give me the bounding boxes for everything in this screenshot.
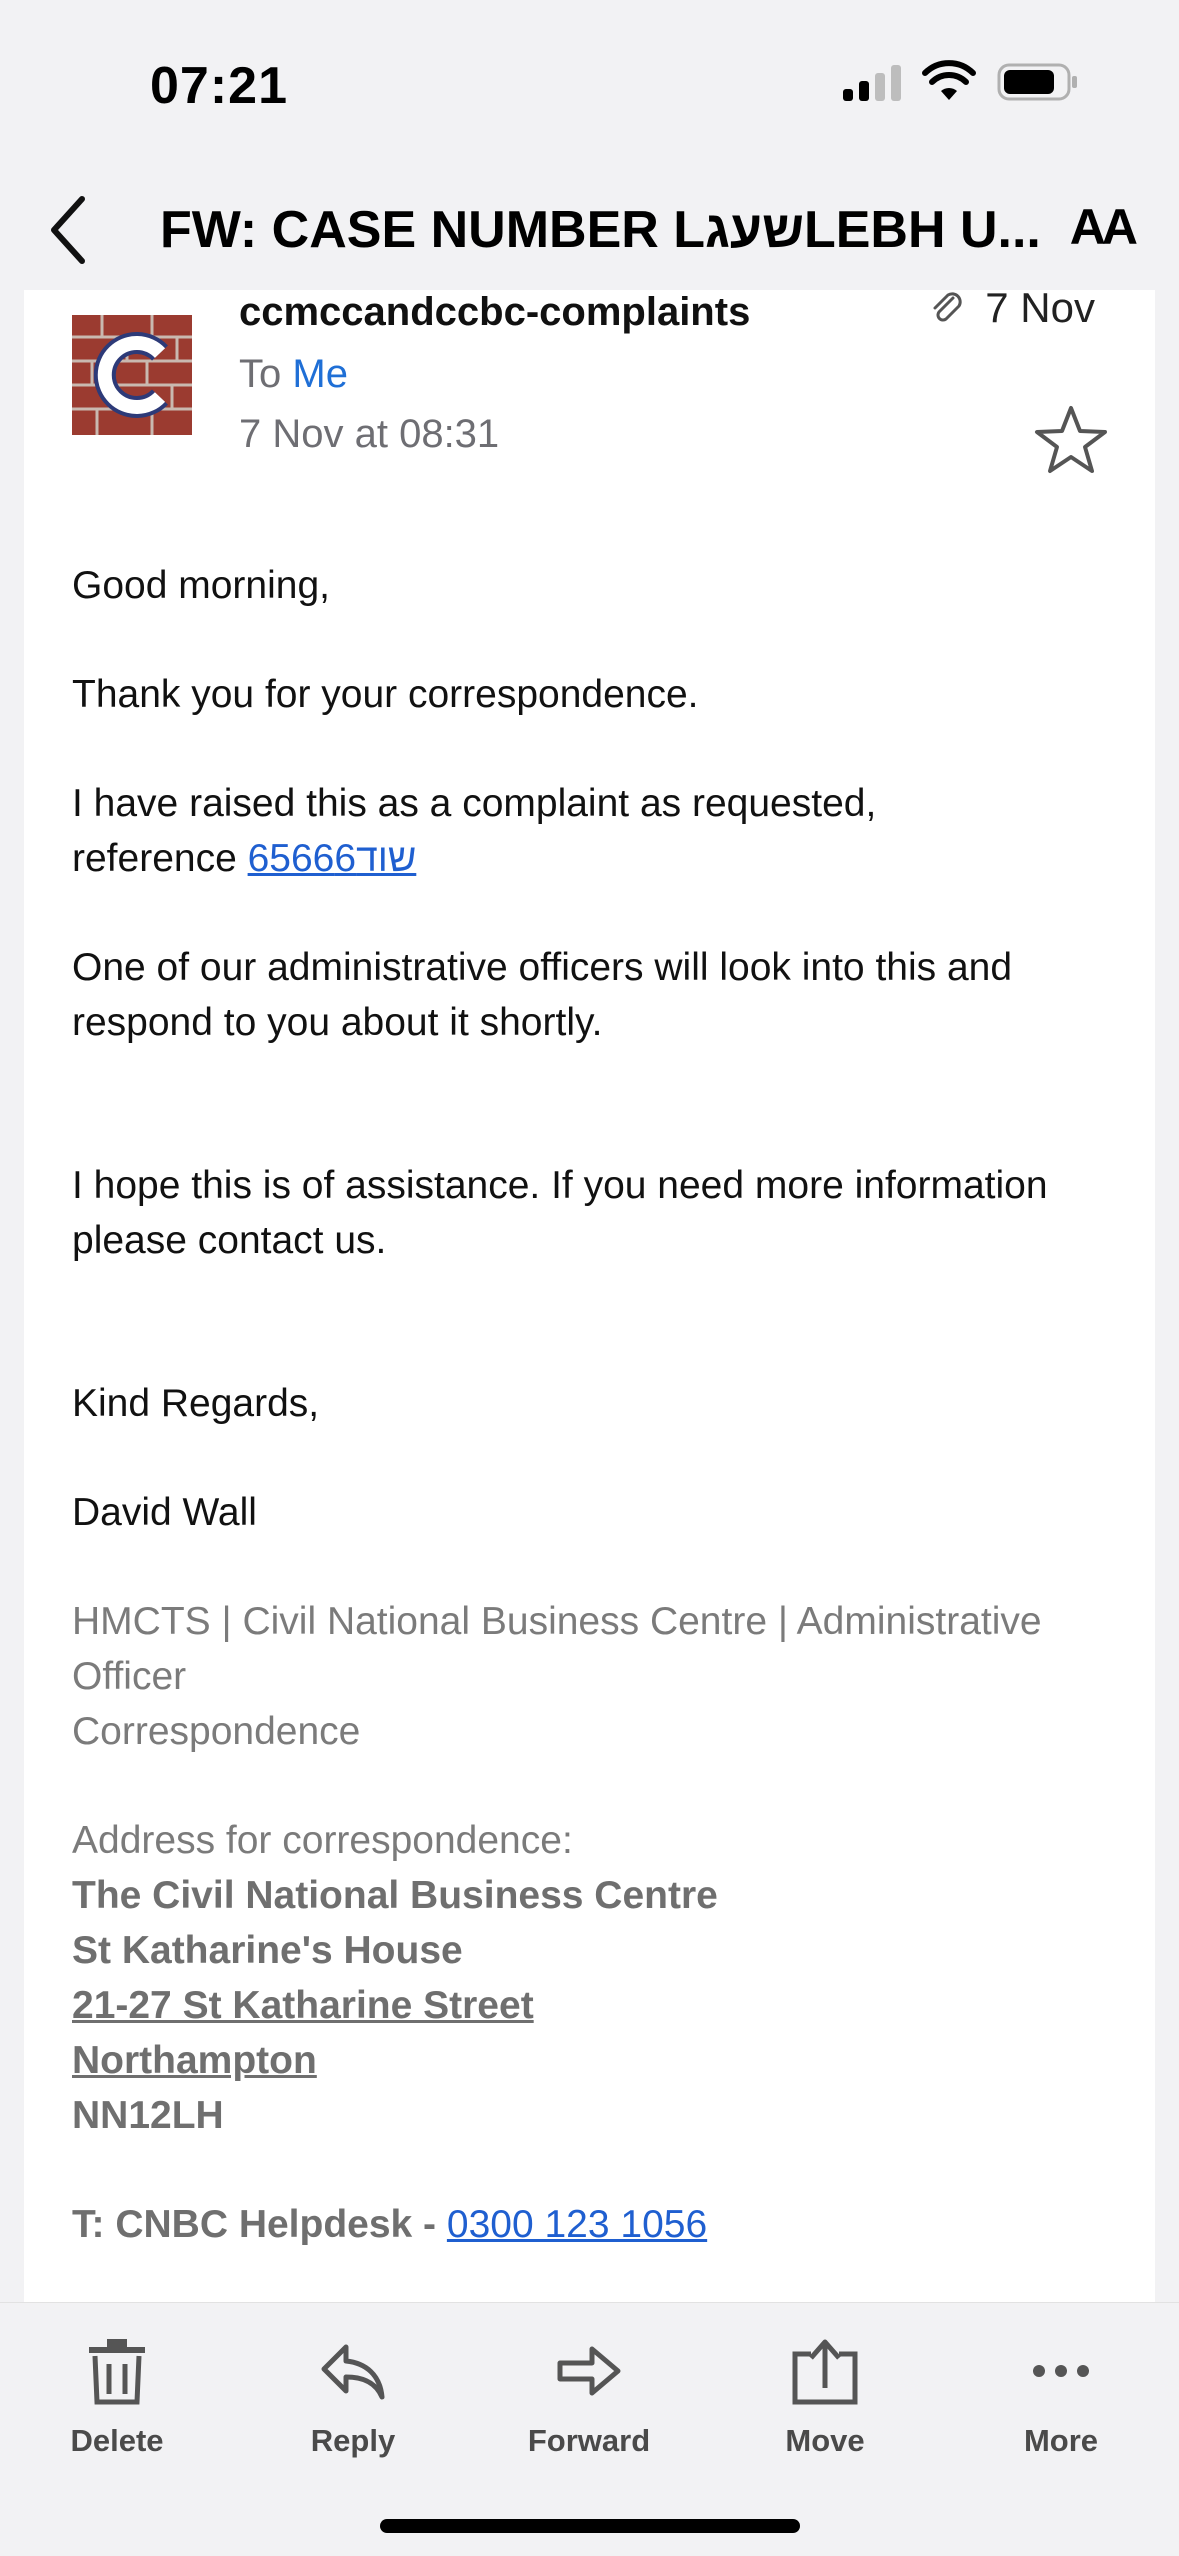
address-label: Address for correspondence: — [72, 1819, 573, 1862]
assistance-line: I hope this is of assistance. If you need more information please contact us. — [72, 1164, 1048, 1262]
recipient-line — [239, 352, 348, 397]
navigation-bar — [0, 160, 1179, 290]
address-line3-link[interactable]: 21-27 St Katharine Street — [72, 1984, 534, 2027]
cellular-signal-icon — [843, 63, 901, 101]
paperclip-icon — [927, 288, 967, 328]
email-card — [24, 284, 1155, 2302]
move-button[interactable] — [725, 2331, 925, 2459]
phone-number-link[interactable]: 0300 123 1056 — [446, 2203, 708, 2246]
star-button[interactable] — [1031, 400, 1111, 480]
sender-name[interactable]: ccmccandccbc-complaints — [239, 290, 751, 334]
thanks-line: Thank you for your correspondence. — [72, 673, 699, 716]
bottom-toolbar — [0, 2302, 1179, 2556]
sender-avatar[interactable] — [72, 315, 192, 435]
status-time: 07:21 — [150, 57, 288, 115]
signature-role — [72, 1594, 1112, 1759]
forward-button[interactable] — [489, 2331, 689, 2459]
back-chevron-icon — [48, 195, 88, 265]
back-button[interactable] — [38, 190, 98, 270]
address-line2: St Katharine's House — [72, 1929, 463, 1972]
reply-label: Reply — [310, 2423, 396, 2458]
phone-prefix: T: CNBC Helpdesk - — [72, 2203, 447, 2246]
delete-button[interactable] — [17, 2331, 217, 2459]
text-size-button[interactable] — [1070, 198, 1134, 256]
signature-department: Correspondence — [72, 1710, 361, 1753]
signature-role-line: HMCTS | Civil National Business Centre | Administrative Officer — [72, 1600, 1042, 1698]
address-line1: The Civil National Business Centre — [72, 1874, 718, 1917]
signer-name: David Wall — [72, 1491, 257, 1534]
reply-button[interactable] — [253, 2331, 453, 2459]
signature-phone — [72, 2197, 1112, 2252]
move-icon — [791, 2336, 859, 2406]
officer-line: One of our administrative officers will look into this and respond to you about it shortly. — [72, 946, 1013, 1044]
reference-prefix: reference — [72, 837, 248, 880]
email-body — [72, 558, 1112, 2306]
regards: Kind Regards, — [72, 1382, 320, 1425]
brick-logo-icon — [72, 315, 192, 435]
email-subject-title: FW: CASE NUMBER LשעגLEBH U... — [160, 201, 1041, 259]
message-date: 7 Nov — [985, 284, 1095, 331]
address-line4-link[interactable]: Northampton — [72, 2039, 317, 2082]
complaint-raised-paragraph — [72, 776, 1112, 886]
reference-number-link[interactable]: 6566‬שוד6 — [247, 837, 417, 880]
move-label: Move — [785, 2423, 865, 2458]
trash-icon — [85, 2336, 149, 2406]
to-prefix: To — [239, 352, 282, 396]
status-icons — [843, 62, 1079, 102]
star-icon — [1031, 400, 1111, 480]
signature-address — [72, 1813, 1112, 2143]
text-size-label: AA — [1069, 199, 1134, 255]
postcode: NN12LH — [72, 2094, 224, 2137]
forward-icon — [556, 2343, 622, 2399]
forward-label: Forward — [527, 2423, 651, 2458]
raised-line: I have raised this as a complaint as requested, — [72, 782, 877, 825]
reply-icon — [320, 2341, 386, 2401]
recipient-me-link[interactable]: Me — [292, 352, 348, 396]
more-button[interactable] — [961, 2331, 1161, 2459]
battery-icon — [997, 62, 1079, 102]
sent-timestamp: 7 Nov at 08:31 — [239, 412, 500, 456]
delete-label: Delete — [70, 2423, 164, 2458]
greeting: Good morning, — [72, 564, 330, 607]
more-icon — [1031, 2361, 1091, 2381]
wifi-icon — [923, 62, 975, 102]
home-indicator[interactable] — [380, 2519, 800, 2533]
attachment-date-badge — [927, 284, 1095, 332]
more-label: More — [1023, 2423, 1099, 2458]
